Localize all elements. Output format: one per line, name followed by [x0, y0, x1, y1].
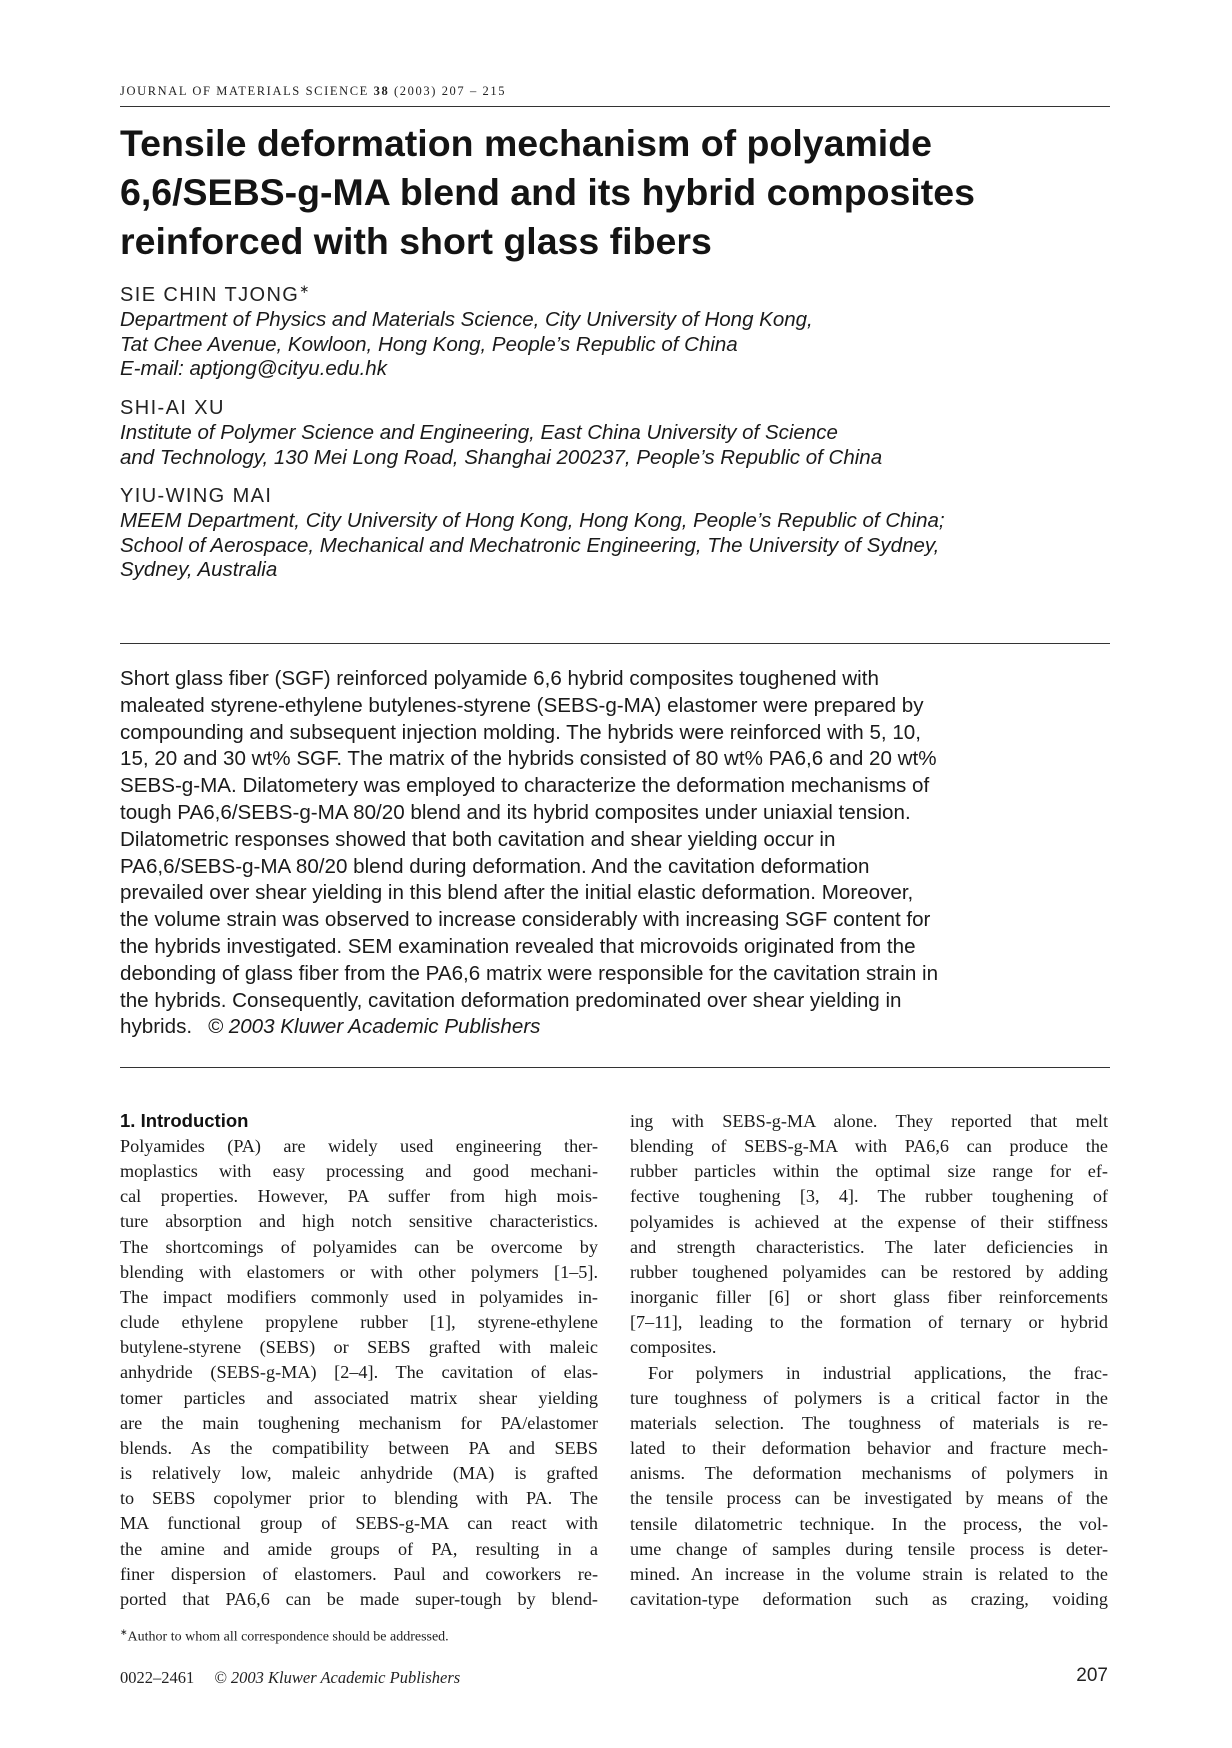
issn: 0022–2461: [120, 1668, 195, 1687]
right-column: [630, 1109, 1108, 1612]
body-line: moplastics with easy processing and good mechani-: [120, 1161, 598, 1182]
body-line: materials selection. The toughness of materials is re-: [630, 1412, 1108, 1433]
body-line: For polymers in industrial applications, the frac-: [648, 1362, 1108, 1383]
journal-running-header: [120, 84, 1110, 99]
title-line: 6,6/SEBS-g-MA blend and its hybrid composites: [120, 171, 975, 213]
affiliation-line: and Technology, 130 Mei Long Road, Shanghai 200237, People’s Republic of China: [120, 445, 883, 469]
abstract-line: 15, 20 and 30 wt% SGF. The matrix of the hybrids consisted of 80 wt% PA6,6 and 20 wt%: [120, 747, 937, 771]
body-line: the tensile process can be investigated by means of the: [630, 1488, 1108, 1509]
body-line: composites.: [630, 1337, 717, 1358]
abstract-line: PA6,6/SEBS-g-MA 80/20 blend during deformation. And the cavitation deformation: [120, 854, 870, 878]
body-line: MA functional group of SEBS-g-MA can react with: [120, 1513, 598, 1534]
body-line: blends. As the compatibility between PA and SEBS: [120, 1437, 598, 1458]
body-line: lated to their deformation behavior and fracture mech-: [630, 1438, 1108, 1459]
body-line: to SEBS copolymer prior to blending with PA. The: [120, 1488, 598, 1509]
abstract: [120, 666, 1120, 1041]
abstract-line: the hybrids. Consequently, cavitation deformation predominated over shear yielding in: [120, 988, 902, 1012]
author-name: [120, 485, 1110, 508]
affiliation-line: Department of Physics and Materials Science, City University of Hong Kong,: [120, 308, 813, 331]
title-line: Tensile deformation mechanism of polyamide: [120, 122, 932, 164]
abstract-line: tough PA6,6/SEBS-g-MA 80/20 blend and its hybrid composites under uniaxial tension.: [120, 800, 911, 824]
journal-year-pages: (2003) 207 – 215: [394, 84, 507, 98]
abstract-line: the volume strain was observed to increase considerably with increasing SGF content for: [120, 908, 931, 932]
footnote-mark: ∗: [120, 1627, 128, 1637]
abstract-line: the hybrids investigated. SEM examination revealed that microvoids originated from the: [120, 934, 916, 958]
body-line: cavitation-type deformation such as crazing, voiding: [630, 1588, 1108, 1609]
body-line: finer dispersion of elastomers. Paul and coworkers re-: [120, 1563, 598, 1584]
body-line: tensile dilatometric technique. In the process, the vol-: [630, 1513, 1108, 1534]
body-line: is relatively low, maleic anhydride (MA) is grafted: [120, 1463, 598, 1484]
affiliation-line: Tat Chee Avenue, Kowloon, Hong Kong, People’s Republic of China: [120, 332, 738, 356]
article-title: [120, 119, 1110, 266]
affiliation-line: Sydney, Australia: [120, 558, 278, 581]
abstract-line: Dilatometric responses showed that both cavitation and shear yielding occur in: [120, 827, 836, 851]
body-line: rubber particles within the optimal size range for ef-: [630, 1161, 1108, 1182]
abstract-top-rule: [120, 643, 1110, 644]
body-line: polyamides is achieved at the expense of their stiffness: [630, 1211, 1108, 1232]
body-line: and strength characteristics. The later deficiencies in: [630, 1236, 1108, 1257]
footnote: [120, 1627, 449, 1646]
page-footer: [120, 1668, 460, 1688]
body-line: The shortcomings of polyamides can be overcome by: [120, 1236, 598, 1257]
author-name-text: SHI-AI XU: [120, 397, 225, 419]
title-line: reinforced with short glass fibers: [120, 220, 712, 262]
author-affiliation: [120, 308, 1120, 382]
abstract-line: prevailed over shear yielding in this blend after the initial elastic deformation. Moreover,: [120, 881, 914, 905]
abstract-line: debonding of glass fiber from the PA6,6 matrix were responsible for the cavitation strain in: [120, 961, 939, 985]
corresponding-author-mark: ∗: [299, 282, 310, 296]
author-affiliation: [120, 421, 1120, 470]
author-name: [120, 284, 1110, 307]
page-number: 207: [1076, 1665, 1108, 1686]
body-line: [7–11], leading to the formation of ternary or hybrid: [630, 1312, 1108, 1333]
body-line: ing with SEBS-g-MA alone. They reported that melt: [630, 1111, 1108, 1131]
body-line: tomer particles and associated matrix shear yielding: [120, 1387, 598, 1408]
author-name: [120, 397, 1110, 420]
header-rule: [120, 106, 1110, 107]
section-heading: 1. Introduction: [120, 1110, 249, 1131]
abstract-last-word: hybrids.: [120, 1015, 193, 1039]
body-line: butylene-styrene (SEBS) or SEBS grafted with maleic: [120, 1337, 598, 1358]
body-line: rubber toughened polyamides can be restored by adding: [630, 1261, 1108, 1282]
journal-name: JOURNAL OF MATERIALS SCIENCE: [120, 84, 369, 98]
footer-copyright: © 2003 Kluwer Academic Publishers: [214, 1668, 461, 1687]
body-line: blending of SEBS-g-MA with PA6,6 can produce the: [630, 1136, 1108, 1157]
body-line: the amine and amide groups of PA, resulting in a: [120, 1538, 598, 1559]
left-column: [120, 1134, 598, 1612]
body-line: inorganic filler [6] or short glass fiber reinforcements: [630, 1287, 1108, 1308]
abstract-line: compounding and subsequent injection molding. The hybrids were reinforced with 5, 10,: [120, 720, 921, 744]
body-line: The impact modifiers commonly used in polyamides in-: [120, 1286, 598, 1307]
affiliation-line: School of Aerospace, Mechanical and Mechatronic Engineering, The University of Sydney,: [120, 533, 940, 557]
body-line: clude ethylene propylene rubber [1], styrene-ethylene: [120, 1312, 598, 1333]
body-line: Polyamides (PA) are widely used engineering ther-: [120, 1136, 598, 1156]
body-line: anisms. The deformation mechanisms of polymers in: [630, 1463, 1108, 1484]
body-line: fective toughening [3, 4]. The rubber toughening of: [630, 1186, 1108, 1207]
abstract-line: Short glass fiber (SGF) reinforced polyamide 6,6 hybrid composites toughened with: [120, 667, 879, 690]
body-line: ume change of samples during tensile process is deter-: [630, 1538, 1108, 1559]
body-line: are the main toughening mechanism for PA/elastomer: [120, 1412, 598, 1433]
author-name-text: SIE CHIN TJONG: [120, 284, 300, 306]
body-line: anhydride (SEBS-g-MA) [2–4]. The cavitation of elas-: [120, 1362, 598, 1383]
body-line: ported that PA6,6 can be made super-tough by blend-: [120, 1588, 598, 1609]
author-affiliation: [120, 509, 1120, 583]
abstract-copyright: © 2003 Kluwer Academic Publishers: [207, 1015, 541, 1039]
body-line: cal properties. However, PA suffer from high mois-: [120, 1186, 598, 1207]
body-line: mined. An increase in the volume strain is related to the: [630, 1563, 1108, 1584]
body-line: ture toughness of polymers is a critical factor in the: [630, 1387, 1108, 1408]
affiliation-line: MEEM Department, City University of Hong Kong, Hong Kong, People’s Republic of China;: [120, 509, 945, 532]
abstract-line: SEBS-g-MA. Dilatometery was employed to characterize the deformation mechanisms of: [120, 774, 930, 798]
footnote-text: Author to whom all correspondence should be addressed.: [127, 1629, 449, 1645]
journal-volume: 38: [373, 84, 390, 98]
affiliation-line: Institute of Polymer Science and Engineering, East China University of Science: [120, 421, 838, 444]
abstract-line: maleated styrene-ethylene butylenes-styrene (SEBS-g-MA) elastomer were prepared by: [120, 693, 924, 717]
author-name-text: YIU-WING MAI: [120, 485, 273, 507]
abstract-bottom-rule: [120, 1067, 1110, 1068]
affiliation-email: E-mail: aptjong@cityu.edu.hk: [120, 357, 387, 380]
body-line: ture absorption and high notch sensitive characteristics.: [120, 1211, 598, 1232]
abstract-last-line: [120, 1014, 1120, 1041]
body-line: blending with elastomers or with other polymers [1–5].: [120, 1261, 598, 1282]
